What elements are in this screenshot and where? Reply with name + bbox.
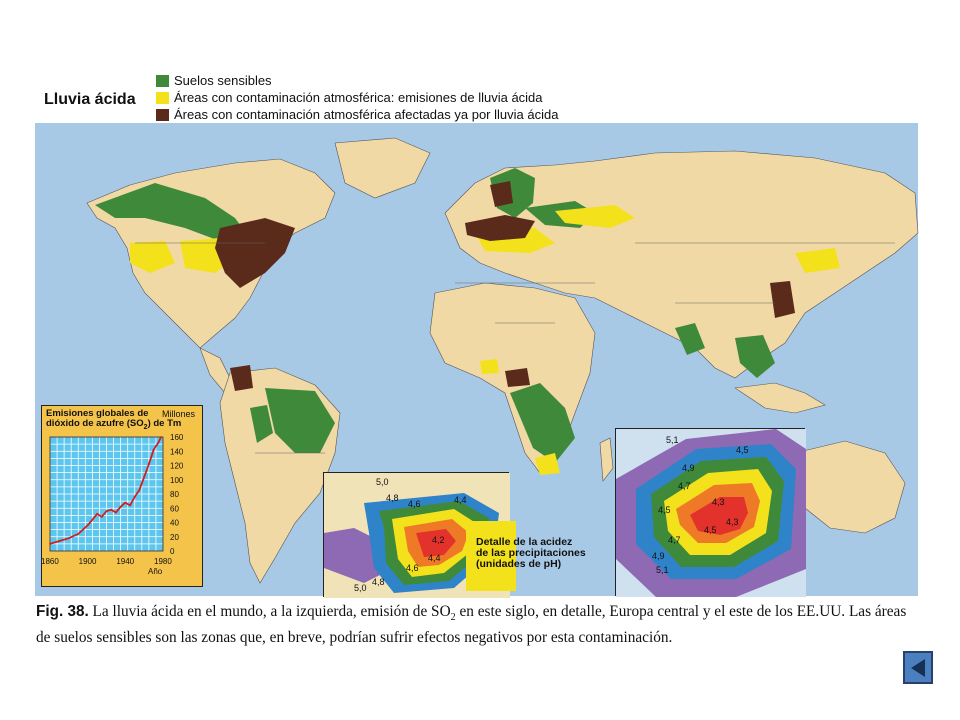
europe-ph-label: 4,5 (658, 505, 671, 515)
us-ph-label: 4,8 (386, 493, 399, 503)
madagascar-landmass (600, 438, 613, 481)
detail-caption-line-1: Detalle de la acidez (476, 536, 573, 548)
chart-title-line-2-text: dióxido de azufre (SO (46, 418, 144, 429)
chart-y-tick-label: 140 (170, 447, 184, 457)
us-ph-label: 4,6 (406, 563, 419, 573)
europe-ph-label: 4,7 (668, 535, 681, 545)
europe-ph-label: 4,5 (736, 445, 749, 455)
chart-point (129, 505, 131, 507)
legend-item-emission (156, 89, 636, 106)
chart-point (77, 533, 79, 535)
chart-point (153, 449, 155, 451)
europe-ph-label: 4,7 (678, 481, 691, 491)
chart-x-tick-label: 1860 (41, 557, 59, 566)
detail-caption-line-3: (unidades de pH) (476, 558, 562, 570)
legend-swatch-green (156, 75, 169, 87)
emission-area-nigeria (480, 359, 499, 374)
us-ph-label: 4,8 (372, 577, 385, 587)
australia-landmass (793, 441, 905, 533)
us-ph-label: 4,2 (432, 535, 445, 545)
europe-ph-label: 4,9 (652, 551, 665, 561)
chart-y-tick-label: 80 (170, 490, 179, 499)
indonesia-landmass (735, 383, 825, 413)
europe-ph-label: 5,1 (666, 435, 679, 445)
chart-title-tail: ) de Tm (147, 418, 182, 429)
chart-point (91, 519, 93, 521)
chart-x-tick-label: 1980 (154, 557, 172, 566)
greenland-landmass (335, 138, 430, 198)
chart-point (96, 513, 98, 515)
chart-point (115, 512, 117, 514)
chart-y-tick-label: 20 (170, 532, 179, 542)
chart-point (110, 509, 112, 511)
so2-chart-svg (42, 406, 202, 586)
chart-point (101, 516, 103, 518)
chart-title-line-1: Emisiones globales de (46, 408, 149, 419)
europe-ph-label: 4,3 (726, 517, 739, 527)
chart-x-unit-label: Año (148, 567, 163, 576)
legend-swatch-yellow (156, 92, 169, 104)
chart-unit-label: Millones (162, 409, 196, 419)
detail-caption-line-2: de las precipitaciones (476, 547, 586, 559)
chart-point (120, 506, 122, 508)
chart-y-tick-label: 160 (170, 433, 184, 442)
us-ph-label: 5,0 (376, 477, 389, 487)
chart-point (157, 442, 159, 444)
chart-point (87, 524, 89, 526)
chart-x-tick-label: 1940 (116, 557, 135, 566)
chart-point (49, 543, 51, 545)
europe-ph-label: 4,3 (712, 497, 725, 507)
chart-point (124, 502, 126, 504)
previous-slide-button[interactable] (903, 651, 933, 684)
legend (156, 72, 636, 123)
chart-point (139, 489, 141, 491)
chart-y-tick-label: 100 (170, 475, 184, 485)
caption-text-a: La lluvia ácida en el mundo, a la izquierda, emisión de SO (88, 603, 451, 620)
chart-point (59, 540, 61, 542)
europe-ph-label: 4,9 (682, 463, 695, 473)
legend-item-affected (156, 106, 636, 123)
chart-point (68, 537, 70, 539)
chart-x-tick-label: 1900 (78, 557, 97, 566)
left-arrow-icon (908, 657, 928, 679)
chart-point (106, 510, 108, 512)
chart-point (160, 436, 162, 438)
detail-caption (476, 537, 586, 570)
europe-acidity-inset (615, 428, 805, 596)
europe-ph-label: 4,5 (704, 525, 717, 535)
chart-point (143, 476, 145, 478)
us-ph-label: 4,4 (428, 553, 441, 563)
chart-point (148, 463, 150, 465)
europe-acidity-inset-graphic (616, 429, 806, 597)
legend-label: Suelos sensibles (174, 73, 272, 88)
so2-emissions-chart-inset (41, 405, 203, 587)
chart-y-tick-label: 40 (170, 518, 179, 528)
figure-label: Fig. 38. (36, 603, 89, 620)
chart-y-tick-label: 0 (170, 547, 175, 556)
affected-area-west-africa (505, 368, 530, 387)
legend-swatch-brown (156, 109, 169, 121)
us-ph-label: 4,4 (454, 495, 467, 505)
us-acidity-inset (323, 472, 586, 597)
caption-text-b: en este siglo, en detalle, Europa central y el este de los EE.UU. Las áreas de suelos sensibles son las zonas que, en breve, podrían sufrir efectos negativos por esta contaminación. (36, 603, 907, 647)
world-map (35, 123, 918, 596)
caption-subscript: 2 (450, 612, 456, 624)
figure-caption (36, 602, 924, 648)
legend-item-sensitive (156, 72, 636, 89)
chart-point (134, 496, 136, 498)
map-title: Lluvia ácida (44, 91, 136, 108)
europe-ph-label: 5,1 (656, 565, 669, 575)
chart-title-subscript: 2 (143, 423, 148, 431)
legend-label: Áreas con contaminación atmosférica afectadas ya por lluvia ácida (174, 107, 559, 122)
legend-label: Áreas con contaminación atmosférica: emisiones de lluvia ácida (174, 90, 543, 105)
chart-y-tick-label: 60 (170, 504, 179, 514)
us-ph-label: 4,6 (408, 499, 421, 509)
us-ph-label: 5,0 (354, 583, 367, 593)
chart-y-tick-label: 120 (170, 461, 184, 471)
